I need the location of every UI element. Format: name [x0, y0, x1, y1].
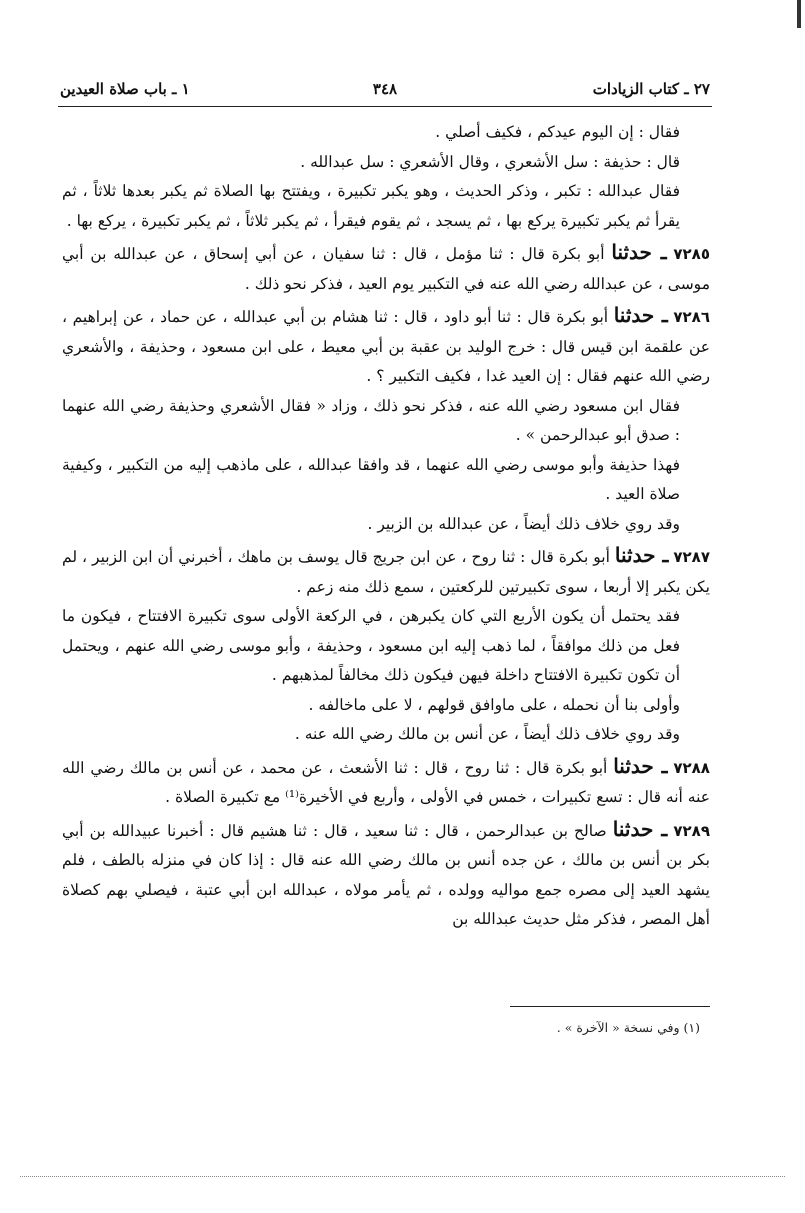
- hadith-entry: [62, 238, 710, 299]
- hadith-lead: ـ حدثنا: [613, 303, 668, 327]
- hadith-text: أبو بكرة قال : ثنا مؤمل ، قال : ثنا سفيان ، عن أبي إسحاق ، عن عبدالله بن أبي موسى ، عن عبدالله رضي الله عنه في التكبير يوم العيد ، فذكر نحو ذلك .: [62, 245, 710, 293]
- book-title: ٢٧ ـ كتاب الزيادات: [592, 80, 710, 98]
- paragraph: فقال ابن مسعود رضي الله عنه ، فذكر نحو ذلك ، وزاد « فقال الأشعري وحذيفة رضي الله عنهما : صدق أبو عبدالرحمن » .: [62, 396, 680, 444]
- hadith-lead: ـ حدثنا: [611, 240, 667, 264]
- hadith-number: ٧٢٨٩: [673, 821, 710, 840]
- paragraph: وقد روي خلاف ذلك أيضاً ، عن عبدالله بن الزبير .: [367, 514, 680, 533]
- paragraph: فقال عبدالله : تكبر ، وذكر الحديث ، وهو يكبر تكبيرة ، ويفتتح بها الصلاة ثم يكبر بعدها ثلاثاً ، ثم يقرأ ثم يكبر تكبيرة يركع بها ، ثم يسجد ، ثم يقوم فيقرأ ، ثم يكبر ثلاثاً ، ثم يكبر تكبيرة ، يركع بها .: [62, 182, 680, 230]
- hadith-number: ٧٢٨٦: [673, 308, 710, 326]
- scan-corner-mark: [797, 0, 801, 28]
- paragraph: وأولى بنا أن نحمله ، على ماوافق قولهم ، لا على ماخالفه .: [308, 695, 680, 714]
- hadith-entry: [62, 752, 710, 813]
- hadith-entry: [62, 815, 710, 935]
- hadith-entry: [62, 301, 710, 392]
- hadith-text: أبو بكرة قال : ثنا روح ، عن ابن جريج قال يوسف بن ماهك ، أخبرني أن ابن الزبير ، لم يكن يكبر إلا أربعا ، سوى تكبيرتين للركعتين ، سمع ذلك منه زعم .: [62, 548, 710, 596]
- hadith-lead: ـ حدثنا: [612, 816, 668, 841]
- hadith-number: ٧٢٨٧: [673, 548, 710, 566]
- footnote-divider: [510, 1006, 710, 1007]
- header-divider: [58, 106, 712, 107]
- running-header: [60, 78, 710, 104]
- footnote: (١) وفي نسخة « الآخرة » .: [556, 1020, 700, 1035]
- chapter-title: ١ ـ باب صلاة العيدين: [60, 80, 190, 98]
- hadith-text: أبو بكرة قال : ثنا أبو داود ، قال : ثنا هشام بن أبي عبدالله ، عن حماد ، عن إبراهيم ، عن علقمة ابن قيس قال : خرج الوليد بن عقبة بن أبي معيط ، على ابن مسعود ، وحذيفة ، والأشعري رضي الله عنهم فقال : إن العيد غدا ، فكيف التكبير ؟ .: [62, 308, 710, 385]
- page-number: ٣٤٨: [372, 80, 398, 98]
- page-body: [62, 118, 710, 935]
- paragraph: فقال : إن اليوم عيدكم ، فكيف أصلي .: [435, 123, 680, 141]
- hadith-lead: ـ حدثنا: [613, 753, 668, 778]
- hadith-number: ٧٢٨٨: [673, 758, 710, 777]
- paragraph: فهذا حذيفة وأبو موسى رضي الله عنهما ، قد وافقا عبدالله ، على ماذهب إليه من التكبير ، وكيفية صلاة العيد .: [62, 455, 680, 503]
- hadith-lead: ـ حدثنا: [614, 543, 669, 567]
- scan-edge-line: [20, 1176, 785, 1177]
- hadith-number: ٧٢٨٥: [673, 245, 710, 263]
- paragraph: قال : حذيفة : سل الأشعري ، وقال الأشعري : سل عبدالله .: [300, 152, 680, 171]
- hadith-entry: [62, 541, 710, 602]
- paragraph: فقد يحتمل أن يكون الأربع التي كان يكبرهن ، في الركعة الأولى سوى تكبيرة الافتتاح ، فيكون ما فعل من ذلك موافقاً ، لما ذهب إليه ابن مسعود ، وحذيفة ، وأبو موسى رضي الله عنهم ، ويحتمل أن تكون تكبيرة الافتتاح داخلة فيهن فيكون ذلك مخالفاً لمذهبهم .: [62, 607, 680, 684]
- hadith-text: صالح بن عبدالرحمن ، قال : ثنا سعيد ، قال : ثنا هشيم قال : أخبرنا عبيدالله بن أبي بكر بن أنس بن مالك ، عن جده أنس بن مالك رضي الله عنه قال : إذا كان في منزله بالطف ، فلم يشهد العيد إلى مصره جمع مواليه وولده ، ثم يأمر مولاه ، عبدالله ابن أبي عتبة ، فيصلي بهم كصلاة أهل المصر ، فذكر مثل حديث عبدالله بن: [62, 821, 710, 928]
- paragraph: وقد روي خلاف ذلك أيضاً ، عن أنس بن مالك رضي الله عنه .: [294, 725, 680, 743]
- hadith-text: أبو بكرة قال : ثنا روح ، قال : ثنا الأشعث ، عن محمد ، عن أنس بن مالك رضي الله عنه أنه قال : تسع تكبيرات ، خمس في الأولى ، وأربع في الأخيرة⁽¹⁾ مع تكبيرة الصلاة .: [62, 758, 710, 806]
